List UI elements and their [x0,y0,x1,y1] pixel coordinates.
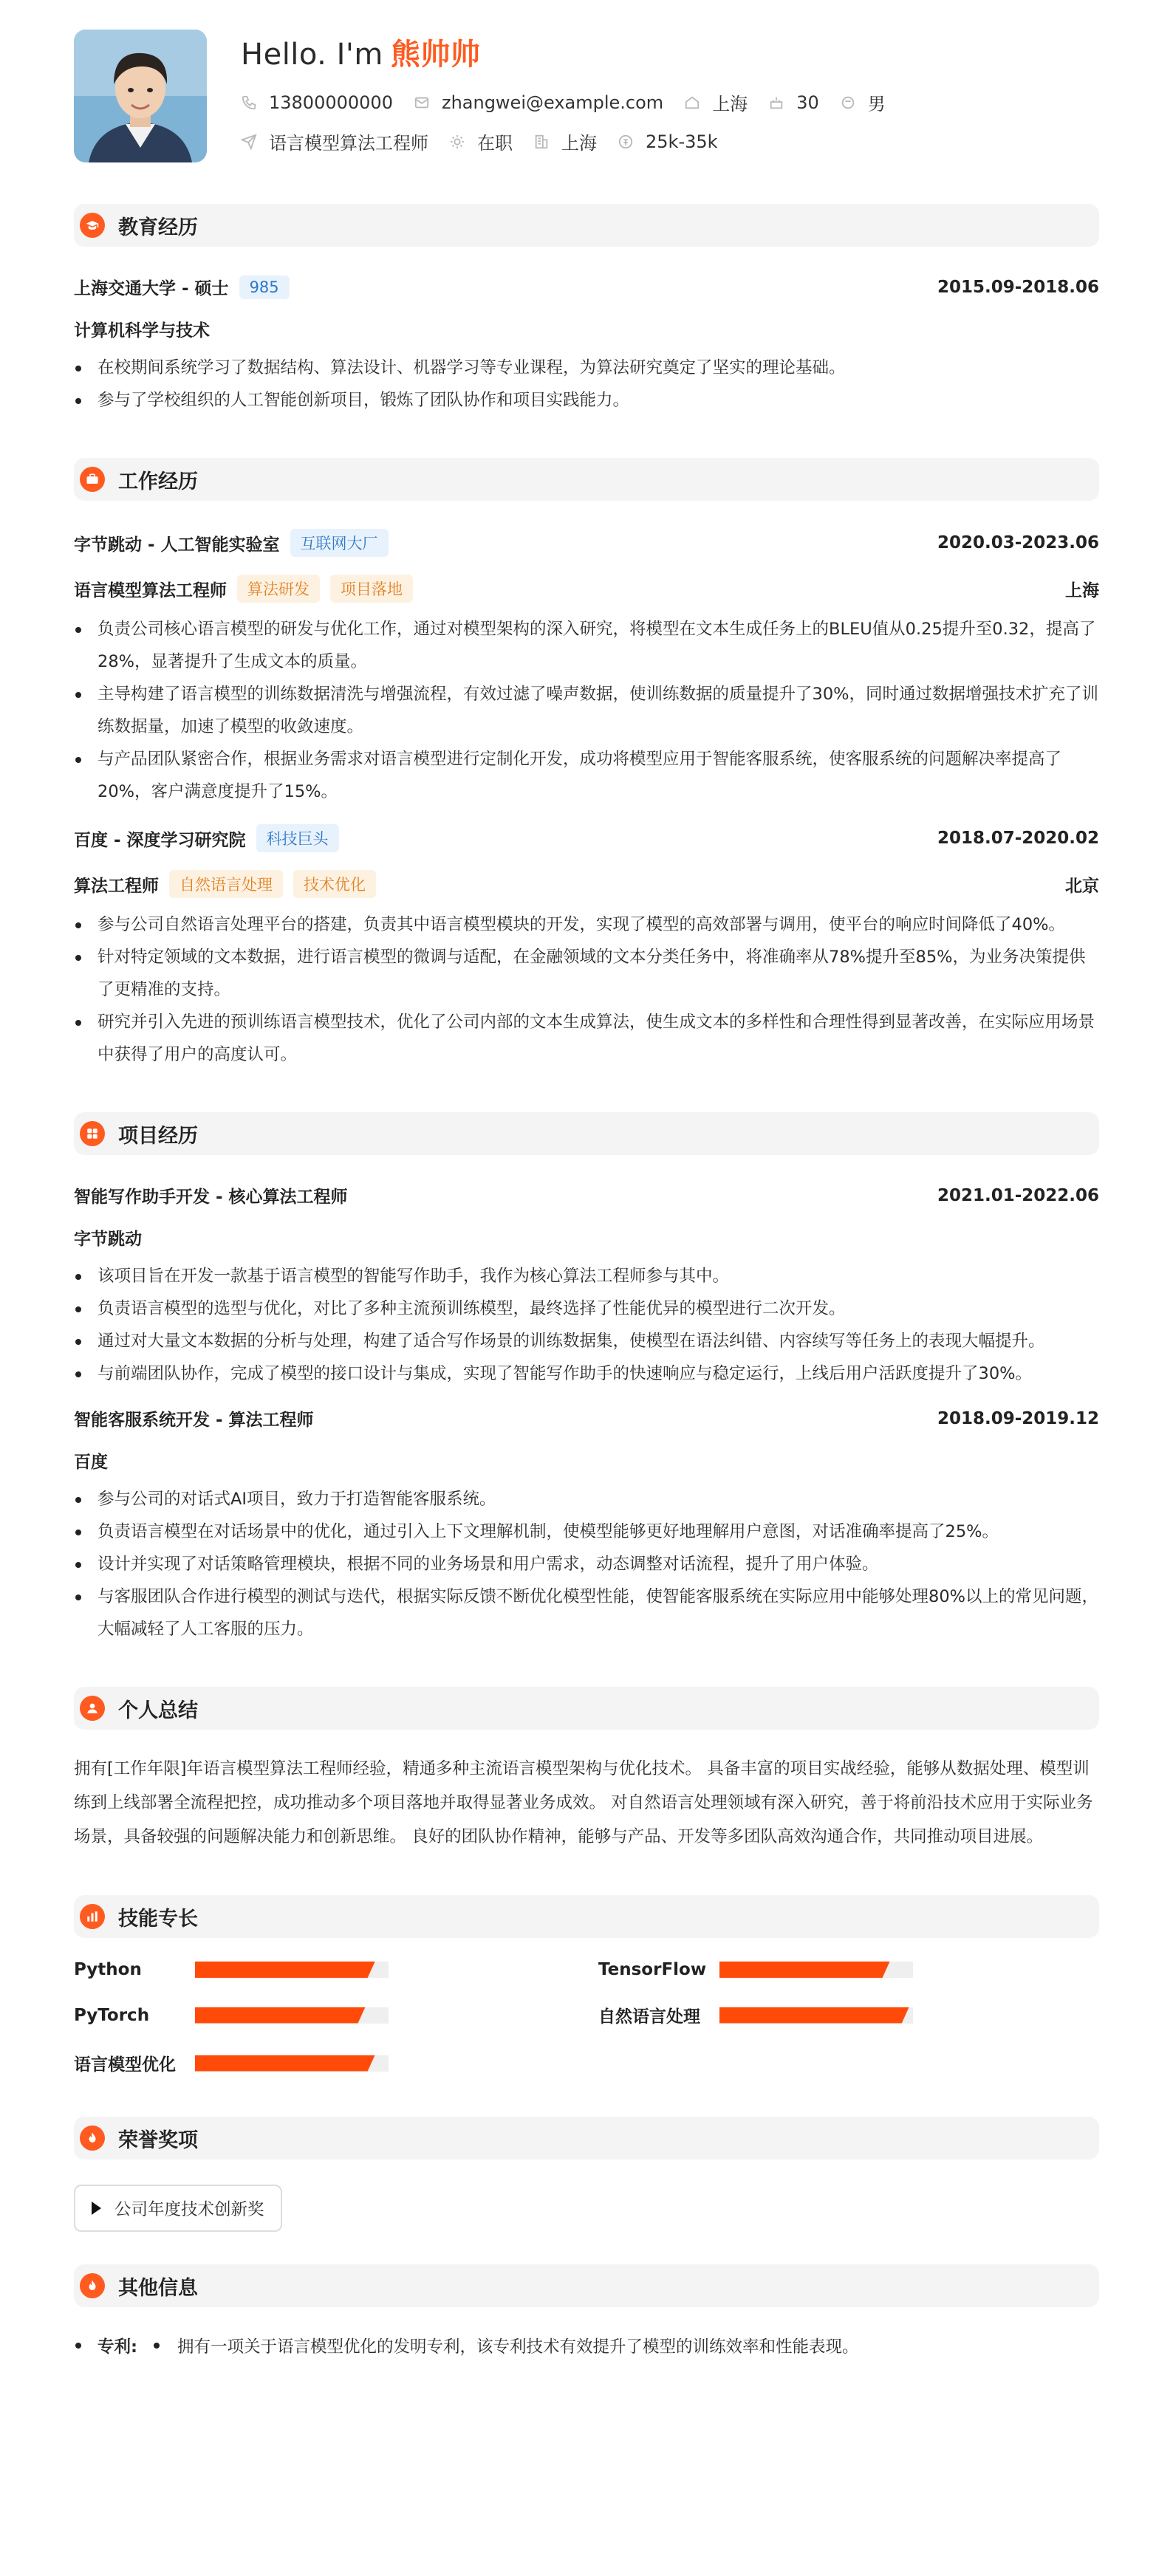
skill-name: 语言模型优化 [74,2055,176,2075]
send-icon [241,134,257,150]
list-item: 在校期间系统学习了数据结构、算法设计、机器学习等专业课程，为算法研究奠定了坚实的理论基础。 [74,352,1099,384]
section-other [74,2264,1099,2307]
project-name: 智能客服系统开发 - 算法工程师 [74,1411,314,1430]
section-projects [74,1112,1099,1155]
list-item: 参与公司的对话式AI项目，致力于打造智能客服系统。 [74,1483,1099,1515]
company-tag: 互联网大厂 [290,529,389,557]
section-summary [74,1687,1099,1730]
skill-bar-fill [195,1962,375,1978]
contact-row [241,89,906,115]
role-tag: 项目落地 [330,575,413,603]
gender-value: 男 [867,94,886,114]
section-title: 个人总结 [118,1699,198,1722]
company-name: 字节跳动 - 人工智能实验室 [74,535,280,555]
section-title: 教育经历 [118,216,198,239]
gender-icon [840,95,856,111]
age-value: 30 [796,92,819,113]
grid-icon [80,1121,105,1146]
skill-item [74,2051,598,2075]
project-entry [74,1406,1099,1645]
work-entry [74,824,1099,1071]
home-icon [684,95,700,111]
skill-bar [719,1962,913,1978]
resume-header [74,30,1099,162]
skill-item [74,2003,598,2027]
meta-city [533,129,597,154]
briefcase-icon [80,467,105,492]
phone-icon [241,95,257,111]
greeting: Hello. I'm [241,38,383,72]
skill-bar [719,2007,913,2024]
bullet-dot [154,2343,160,2349]
skill-bar-fill [719,2007,909,2024]
work-entry [74,529,1099,808]
major-name: 计算机科学与技术 [74,321,210,340]
flame-icon [80,2125,105,2151]
coin-icon [618,134,634,150]
skill-bar-fill [195,2007,366,2024]
skill-bar [195,2007,389,2024]
role-name: 语言模型算法工程师 [74,580,227,600]
list-item: 负责公司核心语言模型的研发与优化工作，通过对模型架构的深入研究，将模型在文本生成任务上的BLEU值从0.25提升至0.32，提高了28%，显著提升了生成文本的质量。 [74,613,1099,678]
salary-value: 25k-35k [646,131,718,152]
list-item: 通过对大量文本数据的分析与处理，构建了适合写作场景的训练数据集，使模型在语法纠错、内容续写等任务上的表现大幅提升。 [74,1325,1099,1357]
graduation-cap-icon [80,213,105,238]
section-title: 技能专长 [118,1907,198,1931]
list-item: 负责语言模型的选型与优化，对比了多种主流预训练模型，最终选择了性能优异的模型进行二次开发。 [74,1292,1099,1325]
cake-icon [768,95,784,111]
project-org: 字节跳动 [74,1230,142,1249]
greeting-line [241,31,906,73]
list-item: 设计并实现了对话策略管理模块，根据不同的业务场景和用户需求，动态调整对话流程，提升了用户体验。 [74,1548,1099,1580]
other-item [74,2334,1099,2357]
settings-icon [449,134,465,150]
status-value: 在职 [477,133,513,154]
list-item: 参与公司自然语言处理平台的搭建，负责其中语言模型模块的开发，实现了模型的高效部署与调用，使平台的响应时间降低了40%。 [74,908,1099,941]
work-date: 2018.07-2020.02 [937,829,1099,848]
meta-email [414,92,663,113]
section-title: 项目经历 [118,1124,198,1148]
skill-name: PyTorch [74,2005,150,2025]
list-item: 与产品团队紧密合作，根据业务需求对语言模型进行定制化开发，成功将模型应用于智能客服系统，使客服系统的问题解决率提高了20%，客户满意度提升了15%。 [74,743,1099,808]
section-title: 其他信息 [118,2276,198,2300]
project-date: 2021.01-2022.06 [937,1185,1099,1205]
summary-text: 拥有[工作年限]年语言模型算法工程师经验，精通多种主流语言模型架构与优化技术。 具备丰富的项目实战经验，能够从数据处理、模型训练到上线部署全流程把控，成功推动多个项目落地并取得显著业务成效。 对自然语言处理领域有深入研究，善于将前沿技术应用于实际业务场景，具备较强的问题解决能力和创新思维。 良好的团队协作精神，能够与产品、开发等多团队高效沟通合作，共同推动项目进展。 [74,1759,1093,1846]
position-value: 语言模型算法工程师 [269,133,428,154]
work-bullets [74,613,1099,808]
list-item: 与客服团队合作进行模型的测试与迭代，根据实际反馈不断优化模型性能，使智能客服系统在实际应用中能够处理80%以上的常见问题，大幅减轻了人工客服的压力。 [74,1580,1099,1645]
section-honors [74,2117,1099,2159]
skill-bar-fill [195,2055,375,2072]
school-tag: 985 [239,275,290,299]
role-tag: 算法研发 [237,575,320,603]
project-org: 百度 [74,1453,108,1472]
play-icon [92,2202,101,2215]
list-item: 负责语言模型在对话场景中的优化，通过引入上下文理解机制，使模型能够更好地理解用户意图，对话准确率提高了25%。 [74,1515,1099,1548]
skill-name: Python [74,1960,142,1979]
flame-icon [80,2273,105,2298]
avatar [74,30,207,162]
list-item: 与前端团队协作，完成了模型的接口设计与集成，实现了智能写作助手的快速响应与稳定运行，上线后用户活跃度提升了30%。 [74,1357,1099,1390]
candidate-name: 熊帅帅 [390,38,481,72]
role-tag: 技术优化 [293,870,376,898]
work-bullets [74,908,1099,1071]
list-item: 主导构建了语言模型的训练数据清洗与增强流程，有效过滤了噪声数据，使训练数据的质量提升了30%，同时通过数据增强技术扩充了训练数据量，加速了模型的收敛速度。 [74,678,1099,743]
job-row [241,129,906,154]
list-item: 针对特定领域的文本数据，进行语言模型的微调与适配，在金融领域的文本分类任务中，将准确率从78%提升至85%，为业务决策提供了更精准的支持。 [74,941,1099,1006]
skill-item [74,1960,598,1979]
section-title: 荣誉奖项 [118,2128,198,2152]
meta-location [684,89,748,115]
education-bullets [74,352,1099,417]
section-education [74,204,1099,247]
section-skills [74,1895,1099,1938]
phone-value: 13800000000 [269,92,393,113]
mail-icon [414,95,430,111]
meta-status [449,129,513,154]
meta-phone [241,92,393,113]
section-work [74,458,1099,501]
award-chip [74,2185,282,2232]
section-title: 工作经历 [118,470,198,493]
header-info [241,30,906,154]
education-date: 2015.09-2018.06 [937,277,1099,297]
skill-bar [195,1962,389,1978]
project-bullets [74,1483,1099,1645]
award-name: 公司年度技术创新奖 [114,2200,264,2219]
list-item: 参与了学校组织的人工智能创新项目，锻炼了团队协作和项目实践能力。 [74,384,1099,417]
city-value: 上海 [561,133,597,154]
education-entry [74,275,1099,417]
company-tag: 科技巨头 [256,824,339,852]
work-city: 北京 [1065,876,1099,896]
meta-gender [840,89,886,115]
skill-bar [195,2055,389,2072]
email-value: zhangwei@example.com [441,92,664,113]
bullet-dot [75,2343,81,2349]
skill-item [598,2003,1115,2027]
skill-name: TensorFlow [598,1960,707,1979]
project-date: 2018.09-2019.12 [937,1408,1099,1428]
location-value: 上海 [712,94,748,114]
bar-chart-icon [80,1904,105,1929]
project-bullets [74,1260,1099,1390]
skill-item [598,1960,1115,1979]
meta-age [768,92,819,113]
work-date: 2020.03-2023.06 [937,533,1099,552]
role-name: 算法工程师 [74,876,159,896]
role-tag: 自然语言处理 [169,870,283,898]
other-label: 专利: [98,2337,137,2357]
other-text: 拥有一项关于语言模型优化的发明专利，该专利技术有效提升了模型的训练效率和性能表现。 [177,2337,859,2357]
list-item: 该项目旨在开发一款基于语言模型的智能写作助手，我作为核心算法工程师参与其中。 [74,1260,1099,1292]
skill-bar-fill [719,1962,890,1978]
user-icon [80,1696,105,1721]
work-city: 上海 [1065,580,1099,600]
school-name: 上海交通大学 - 硕士 [74,279,229,298]
meta-salary [618,131,718,152]
building-icon [533,134,550,150]
skill-name: 自然语言处理 [598,2007,700,2027]
company-name: 百度 - 深度学习研究院 [74,830,246,850]
project-entry [74,1183,1099,1390]
meta-position [241,129,428,154]
skills-grid [74,1960,1099,2075]
list-item: 研究并引入先进的预训练语言模型技术，优化了公司内部的文本生成算法，使生成文本的多样性和合理性得到显著改善，在实际应用场景中获得了用户的高度认可。 [74,1006,1099,1071]
project-name: 智能写作助手开发 - 核心算法工程师 [74,1188,348,1207]
